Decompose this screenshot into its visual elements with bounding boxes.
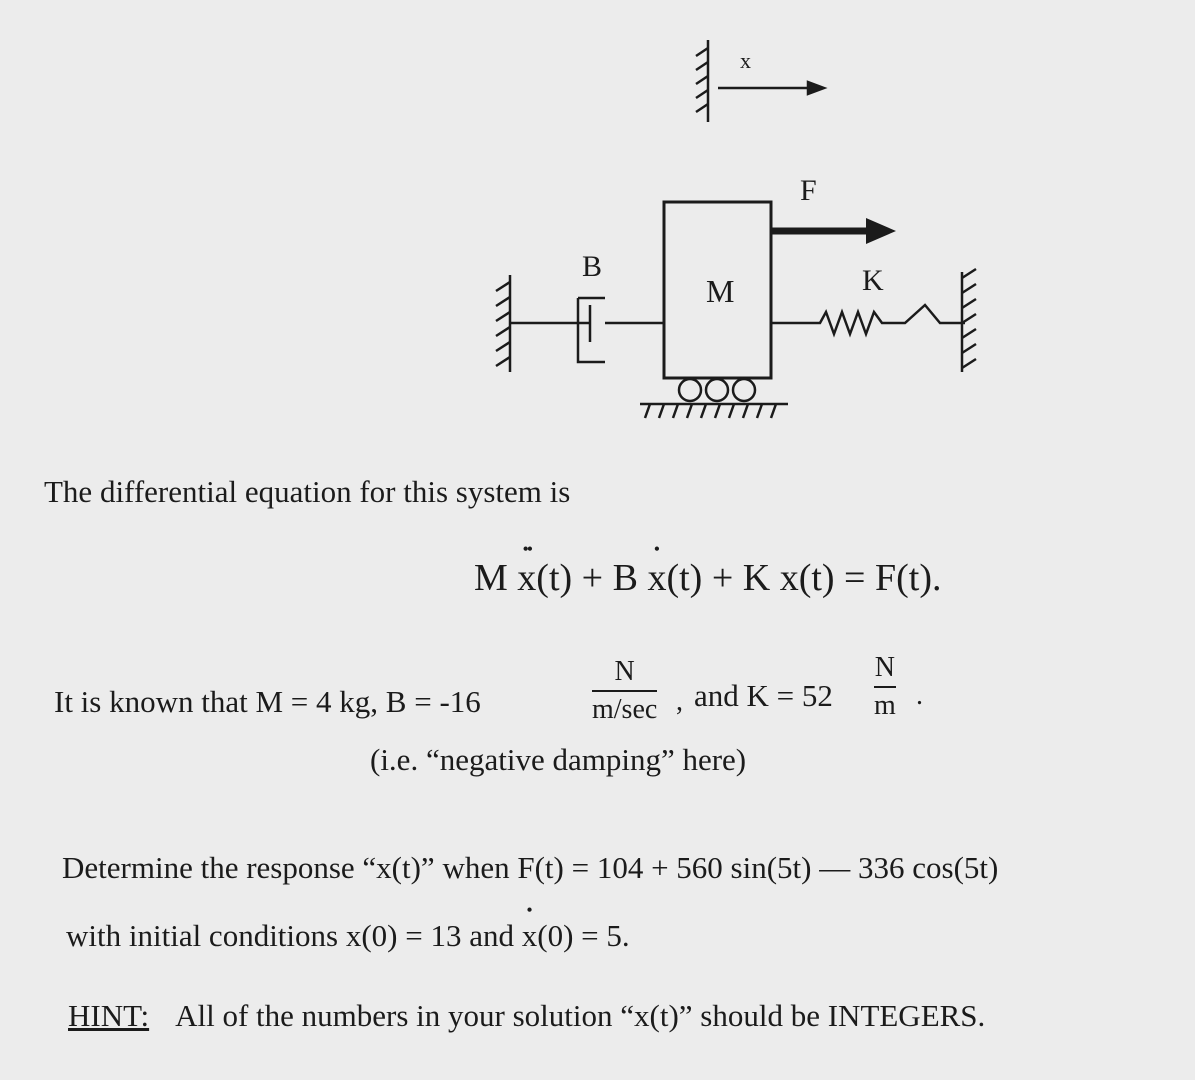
damper-label: B [582,250,603,283]
damper-symbol [510,298,664,362]
mass-spring-damper-diagram [0,0,1195,460]
k-unit-fraction [874,652,896,722]
task2-prefix: with initial conditions x(0) = 13 and [66,918,522,953]
given-values [54,684,481,720]
mass-label: M [706,273,735,309]
ground-hatch [645,404,776,418]
given-comma: , [676,686,683,717]
x-label: x [740,48,751,73]
force-label: F [800,174,817,207]
intro-text: The differential equation for this system is [44,474,571,509]
given-k-text: and K = 52 [694,678,833,713]
eq-x-dot: • x [647,557,666,599]
task2-x-dot: • x [522,918,538,953]
b-unit-fraction [592,656,657,726]
task2-suffix: (0) = 5. [537,918,630,953]
spring-label: K [862,264,884,297]
hint-text: All of the numbers in your solution “x(t)” should be INTEGERS. [175,998,986,1033]
given-prefix: It is known that M = 4 kg, B = -16 [54,684,481,719]
given-period: . [916,680,923,711]
task-line-2 [66,918,630,954]
task-line-1: Determine the response “x(t)” when F(t) = 104 + 560 sin(5t) — 336 cos(5t) [62,850,999,885]
eq-part1: (t) + B [536,557,648,599]
eq-x-double-dot: •• x [517,557,536,599]
wheel-middle [706,379,728,401]
spring-symbol [771,305,965,334]
hint [68,998,985,1034]
b-unit-numerator: N [614,656,635,687]
b-unit-denominator: m/sec [592,694,658,725]
reference-wall-hatch [696,48,708,112]
right-wall-hatch [962,269,976,368]
hint-label: HINT: [68,998,150,1033]
eq-part2: (t) + K x(t) = F(t). [666,557,942,599]
left-wall-hatch [496,282,510,366]
differential-equation [474,556,942,600]
eq-mass: M [474,557,508,599]
wheel-left [679,379,701,401]
negative-damping-note: (i.e. “negative damping” here) [370,742,747,777]
wheel-right [733,379,755,401]
k-unit-denominator: m [874,690,896,721]
k-unit-numerator: N [874,652,895,683]
